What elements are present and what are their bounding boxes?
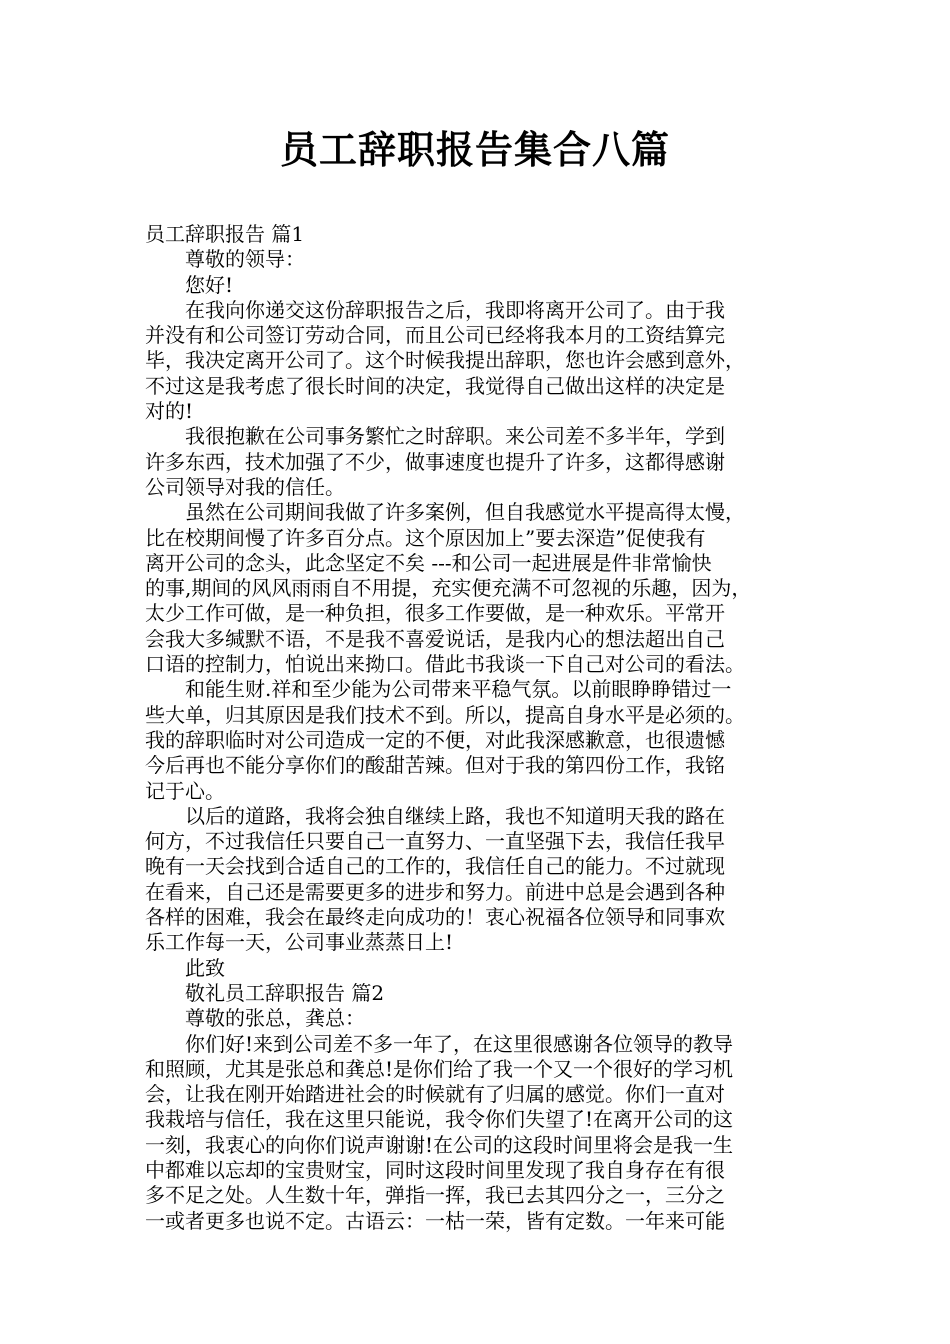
body-text-line: 太少工作可做，是一种负担，很多工作要做，是一种欢乐。平常开 [145,601,725,626]
document-title: 员工辞职报告集合八篇 [279,128,670,172]
body-text-line: 员工辞职报告 篇1 [145,222,305,246]
body-text-line: 和能生财.祥和至少能为公司带来平稳气氛。以前眼睁睁错过一 [145,677,732,702]
body-text-line: 一刻，我衷心的向你们说声谢谢!在公司的这段时间里将会是我一生 [145,1132,734,1157]
body-text-line: 晚有一天会找到合适自己的工作的，我信任自己的能力。不过就现 [145,854,725,879]
body-text-line: 离开公司的念头，此念坚定不矣 ---和公司一起进展是件非常愉快 [145,550,712,575]
body-text-line: 记于心。 [145,778,225,803]
body-text-line: 尊敬的张总，龚总： [145,1006,365,1031]
body-text-line: 对的! [145,399,194,424]
body-text-line: 不过这是我考虑了很长时间的决定，我觉得自己做出这样的决定是 [145,373,725,398]
body-text-line: 各样的困难，我会在最终走向成功的！衷心祝福各位领导和同事欢 [145,905,725,930]
body-text-line: 在我向你递交这份辞职报告之后，我即将离开公司了。由于我 [145,297,725,322]
body-text-line: 您好! [145,272,234,297]
body-text-line: 的事,期间的风风雨雨自不用提，充实便充满不可忽视的乐趣，因为， [145,576,752,601]
body-text-line: 我栽培与信任，我在这里只能说，我令你们失望了!在离开公司的这 [145,1107,734,1132]
body-text-line: 会我大多缄默不语，不是我不喜爱说话，是我内心的想法超出自己 [145,626,725,651]
body-text-line: 许多东西，技术加强了不少，做事速度也提升了许多，这都得感谢 [145,449,725,474]
body-text-line: 乐工作每一天，公司事业蒸蒸日上! [145,930,454,955]
body-text-line: 些大单，归其原因是我们技术不到。所以，提高自身水平是必须的。 [145,702,745,727]
body-text-line: 敬礼员工辞职报告 篇2 [145,980,385,1005]
body-text-line: 会，让我在刚开始踏进社会的时候就有了归属的感觉。你们一直对 [145,1082,725,1107]
body-text-line: 我很抱歉在公司事务繁忙之时辞职。来公司差不多半年，学到 [145,424,725,449]
body-text-line: 公司领导对我的信任。 [145,474,345,499]
body-text-line: 中都难以忘却的宝贵财宝，同时这段时间里发现了我自身存在有很 [145,1157,725,1182]
body-text-line: 和照顾，尤其是张总和龚总!是你们给了我一个又一个很好的学习机 [145,1056,734,1081]
document-body [145,222,810,1234]
body-text-line: 尊敬的领导： [145,247,305,272]
body-text-line: 虽然在公司期间我做了许多案例，但自我感觉水平提高得太慢， [145,500,745,525]
body-text-line: 比在校期间慢了许多百分点。这个原因加上”要去深造”促使我有 [145,525,706,550]
body-text-line: 多不足之处。人生数十年，弹指一挥，我已去其四分之一，三分之 [145,1183,725,1208]
body-text-line: 今后再也不能分享你们的酸甜苦辣。但对于我的第四份工作，我铭 [145,753,725,778]
body-text-line: 我的辞职临时对公司造成一定的不便，对此我深感歉意，也很遗憾 [145,727,725,752]
body-text-line: 一或者更多也说不定。古语云：一枯一荣，皆有定数。一年来可能 [145,1208,725,1233]
body-text-line: 在看来，自己还是需要更多的进步和努力。前进中总是会遇到各种 [145,879,725,904]
body-text-line: 此致 [145,955,225,980]
body-text-line: 以后的道路，我将会独自继续上路，我也不知道明天我的路在 [145,803,725,828]
body-text-line: 何方，不过我信任只要自己一直努力、一直坚强下去，我信任我早 [145,829,725,854]
body-text-line: 口语的控制力，怕说出来拗口。借此书我谈一下自己对公司的看法。 [145,652,745,677]
body-text-line: 你们好!来到公司差不多一年了，在这里很感谢各位领导的教导 [145,1031,734,1056]
body-text-line: 并没有和公司签订劳动合同，而且公司已经将我本月的工资结算完 [145,323,725,348]
body-text-line: 毕，我决定离开公司了。这个时候我提出辞职，您也许会感到意外， [145,348,745,373]
